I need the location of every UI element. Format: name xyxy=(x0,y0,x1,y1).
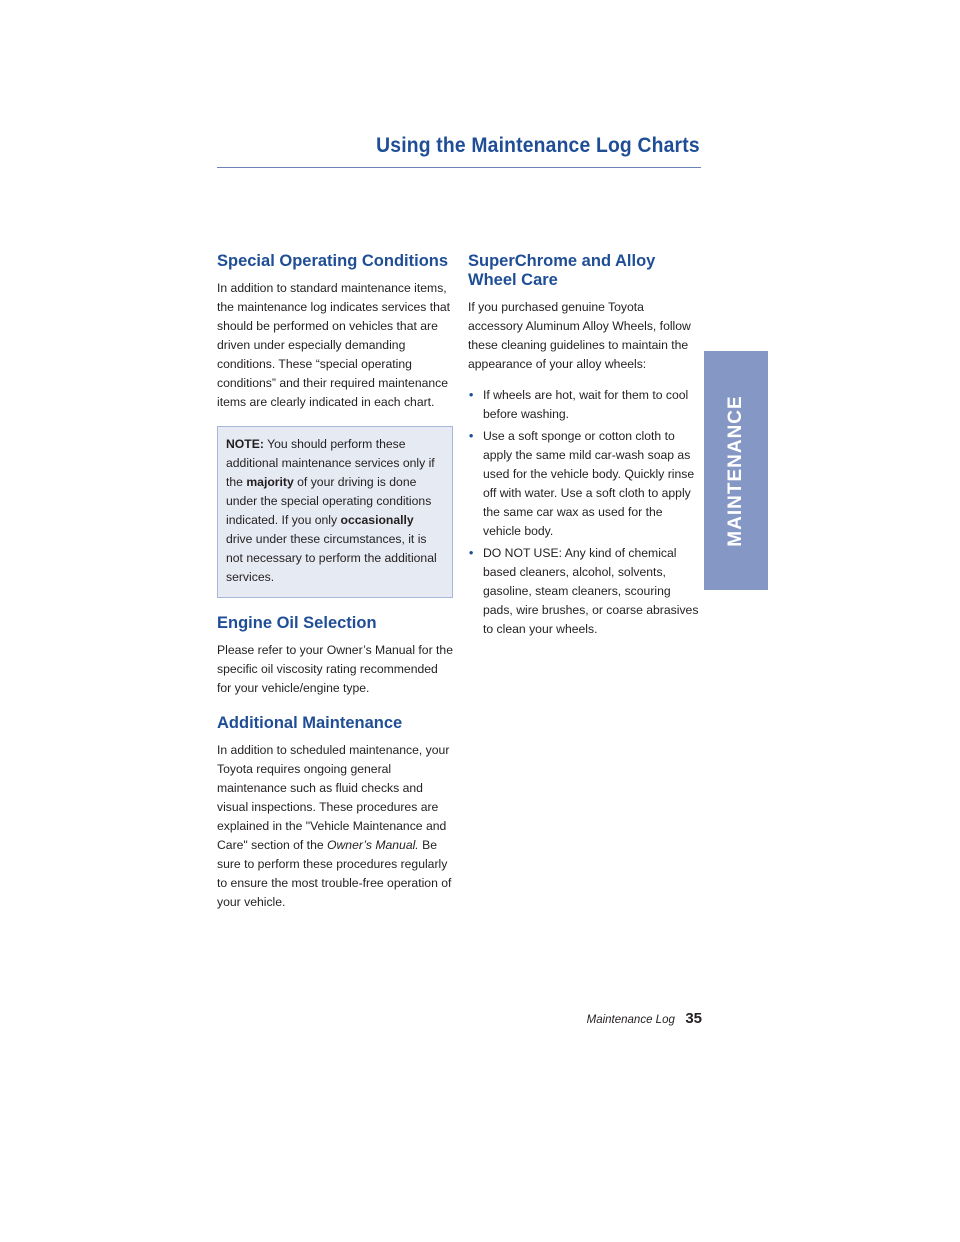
additional-body-1: In addition to scheduled maintenance, your Toyota requires ongoing general maintenance such as fluid checks and visual inspections. These procedures are explained in the "Vehicle Maintenance and Care" section of the xyxy=(217,743,450,852)
footer-section-label: Maintenance Log xyxy=(586,1014,675,1026)
note-text-1: You should perform these additional maintenance services only if the xyxy=(226,437,435,489)
additional-body-2: Be sure to perform these procedures regularly to ensure the most trouble-free operation of your vehicle. xyxy=(217,838,452,909)
note-strong-majority: majority xyxy=(246,475,294,489)
owners-manual-ref: Owner’s Manual. xyxy=(327,838,419,852)
left-column xyxy=(217,252,453,912)
wheel-care-heading: SuperChrome and Alloy Wheel Care xyxy=(468,252,656,289)
note-strong-occasionally: occasionally xyxy=(340,513,414,527)
section-side-tab xyxy=(704,351,768,590)
note-text-3: drive under these circumstances, it is not necessary to perform the additional services. xyxy=(226,532,437,584)
engine-oil-section xyxy=(217,614,453,698)
list-item: • If wheels are hot, wait for them to cool before washing. xyxy=(469,388,689,421)
additional-maintenance-body xyxy=(217,741,453,912)
page-footer xyxy=(587,1010,702,1028)
page-number: 35 xyxy=(685,1010,702,1027)
side-tab-label: MAINTENANCE xyxy=(725,394,746,547)
right-column xyxy=(468,252,701,642)
wheel-care-section xyxy=(468,252,701,639)
note-label: NOTE: xyxy=(226,437,264,451)
bullet-icon: • xyxy=(469,546,474,560)
engine-oil-heading: Engine Oil Selection xyxy=(217,614,377,632)
title-divider xyxy=(217,167,701,168)
engine-oil-body: Please refer to your Owner’s Manual for the specific oil viscosity rating recommended for your vehicle/engine type. xyxy=(217,643,453,695)
list-item: • DO NOT USE: Any kind of chemical based cleaners, alcohol, solvents, gasoline, steam cleaners, scouring pads, wire brushes, or coarse abrasives to clean your wheels. xyxy=(469,546,699,636)
wheel-care-list xyxy=(468,386,701,639)
special-conditions-heading: Special Operating Conditions xyxy=(217,252,449,270)
bullet-icon: • xyxy=(469,388,474,402)
bullet-icon: • xyxy=(469,429,474,443)
special-conditions-body: In addition to standard maintenance items, the maintenance log indicates services that should be performed on vehicles that are driven under especially demanding conditions. These “special operating conditions” and their required maintenance items are clearly indicated in each chart. xyxy=(217,281,451,409)
special-conditions-section xyxy=(217,252,453,598)
list-item: • Use a soft sponge or cotton cloth to apply the same mild car-wash soap as used for the vehicle body. Quickly rinse off with water. Use a soft cloth to apply the same car wax as used for the vehicle body. xyxy=(469,429,695,538)
note-box xyxy=(217,426,453,598)
page-title: Using the Maintenance Log Charts xyxy=(376,134,700,157)
wheel-care-intro: If you purchased genuine Toyota accessory Aluminum Alloy Wheels, follow these cleaning guidelines to maintain the appearance of your alloy wheels: xyxy=(468,300,691,371)
note-text-2: of your driving is done under the special operating conditions indicated. If you only xyxy=(226,475,432,527)
additional-maintenance-heading: Additional Maintenance xyxy=(217,714,403,732)
additional-maintenance-section xyxy=(217,714,453,912)
